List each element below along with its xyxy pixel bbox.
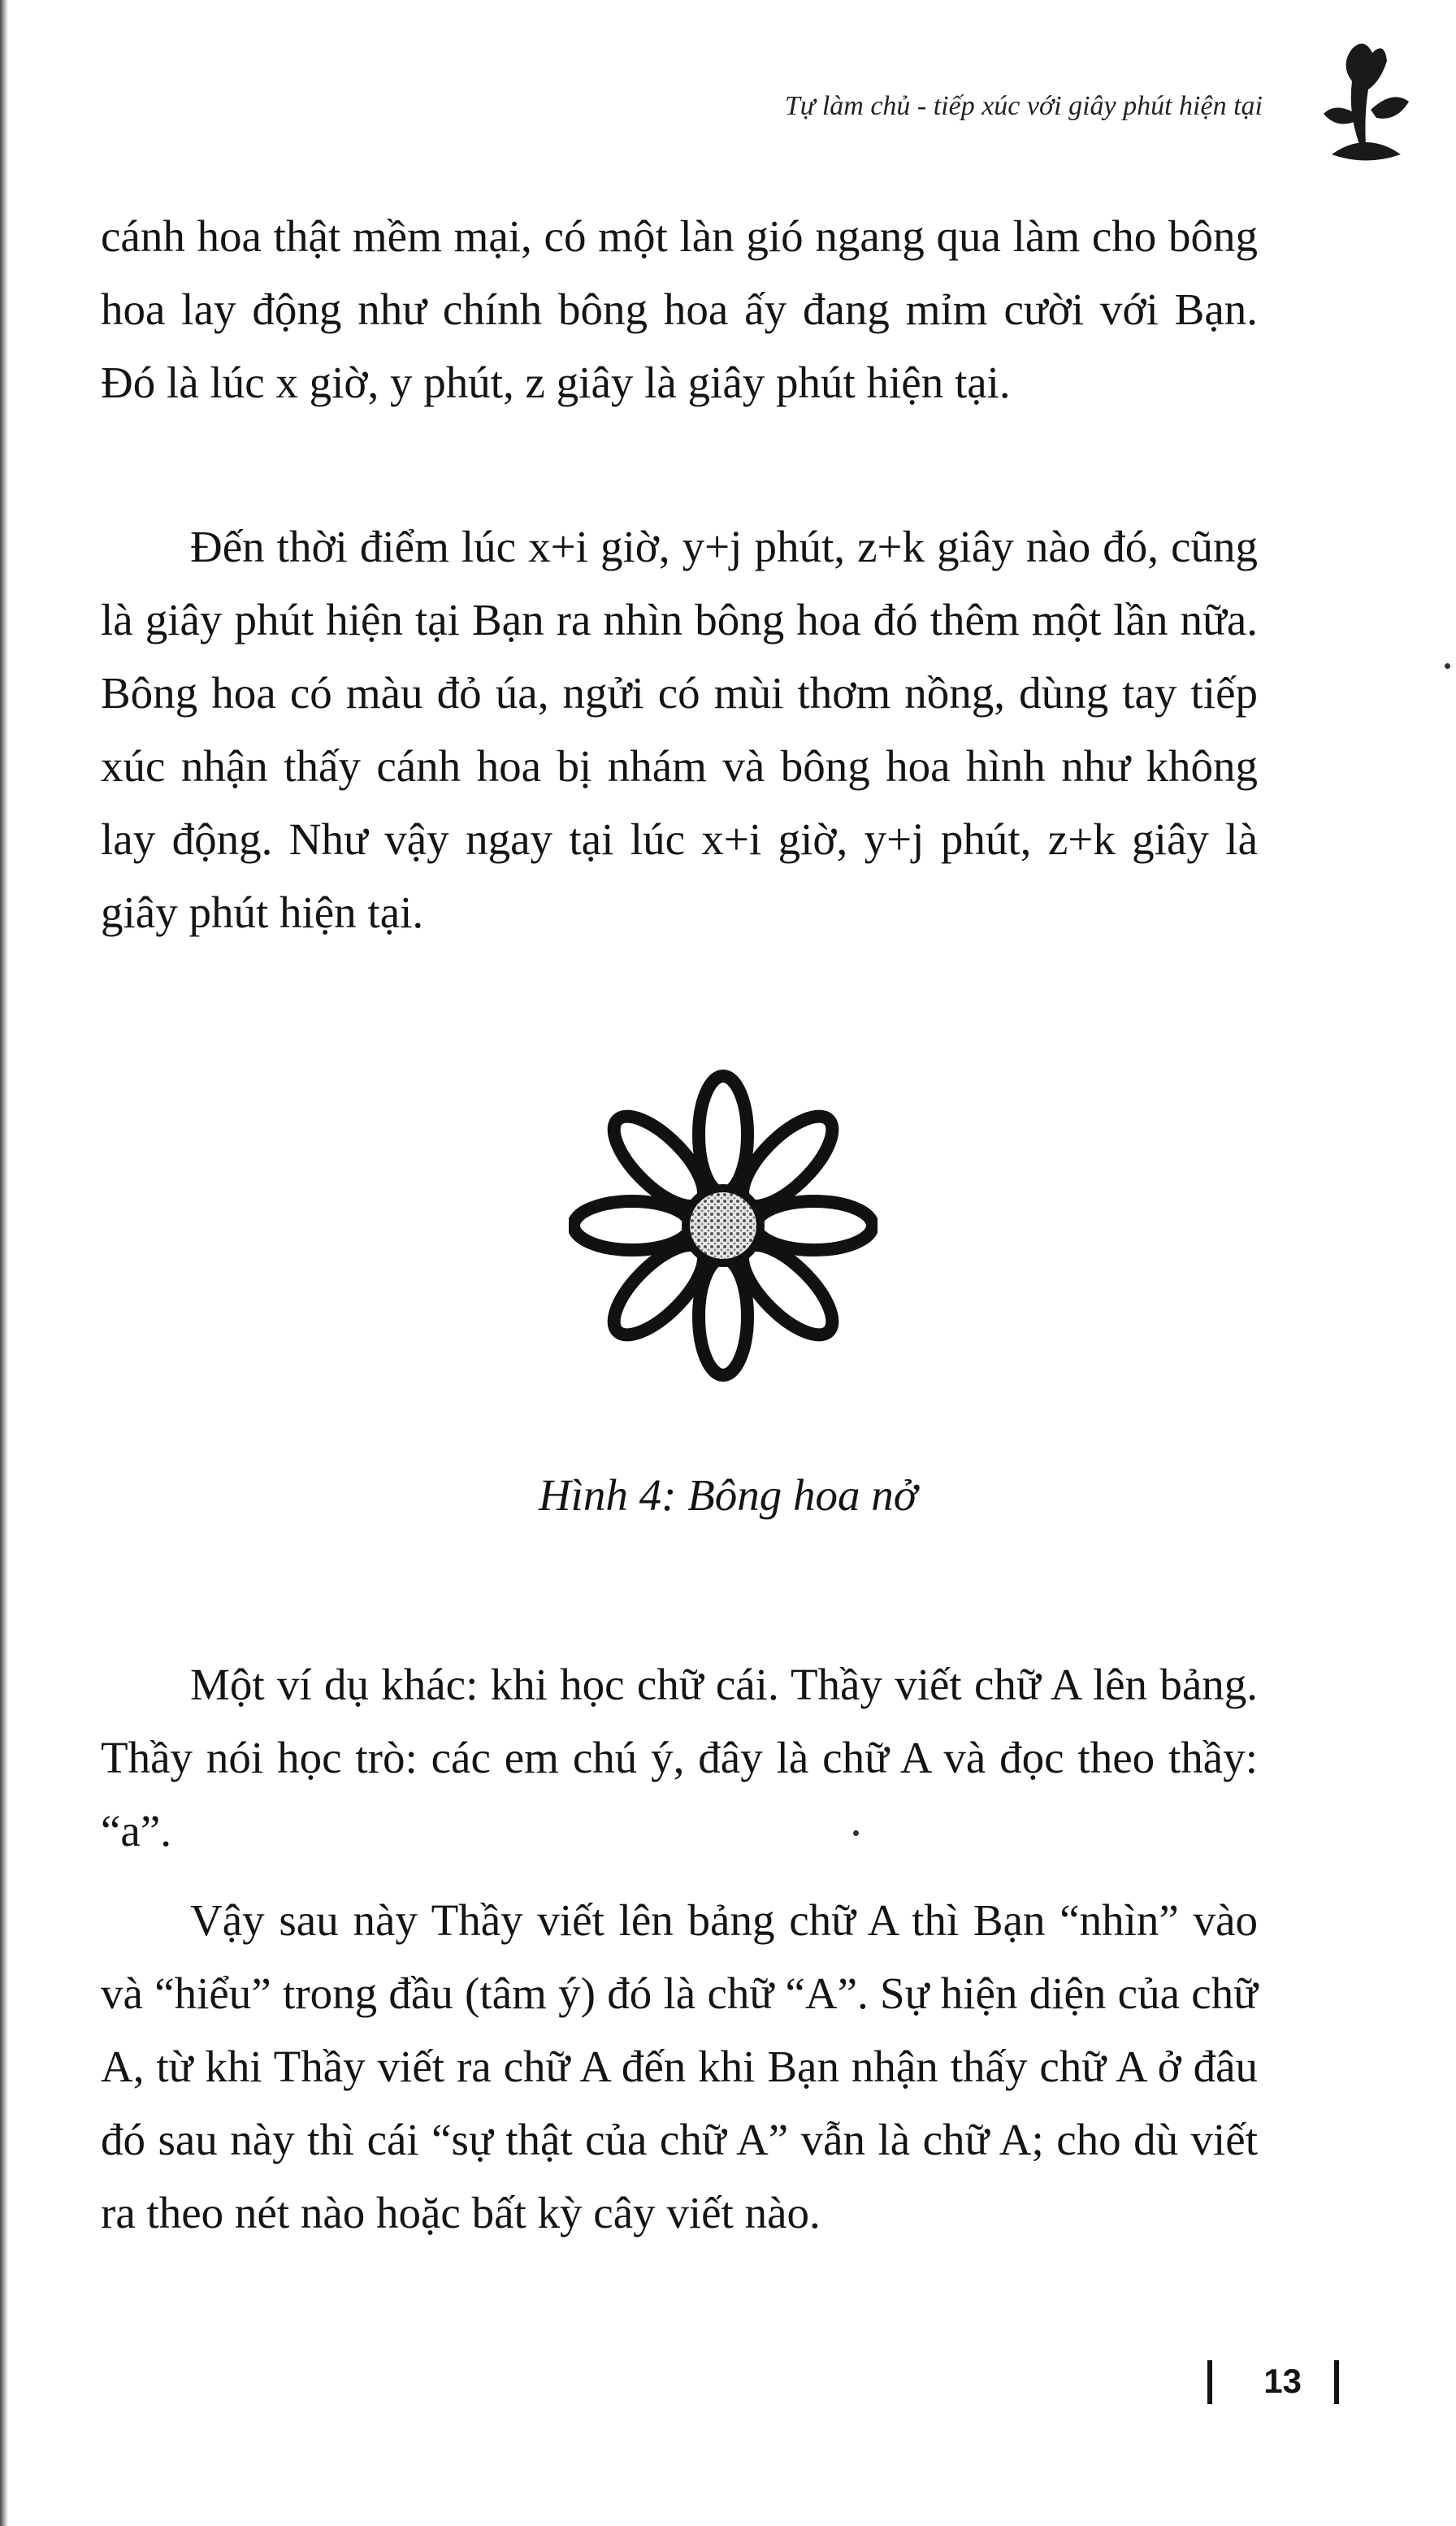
figure-caption: Hình 4: Bông hoa nở xyxy=(538,1470,918,1520)
paragraph-1-text: cánh hoa thật mềm mại, có một làn gió ngang qua làm cho bông hoa lay động như chính bông hoa ấy đang mỉm cười với Bạn. Đó là lúc x giờ, y phút, z giây là giây phút hiện tại. xyxy=(101,211,1258,407)
paragraph-4 xyxy=(101,1884,1258,2250)
speck xyxy=(853,1830,859,1836)
paragraph-3 xyxy=(101,1648,1258,1868)
lotus-ornament-icon xyxy=(1315,33,1417,167)
paragraph-2-text: Đến thời điểm lúc x+i giờ, y+j phút, z+k giây nào đó, cũng là giây phút hiện tại Bạn ra nhìn bông hoa đó thêm một lần nữa. Bông hoa có màu đỏ úa, ngửi có mùi thơm nồng, dùng tay tiếp xúc nhận thấy cánh hoa bị nhám và bông hoa hình như không lay động. Như vậy ngay tại lúc x+i giờ, y+j phút, z+k giây là giây phút hiện tại. xyxy=(101,522,1258,937)
page-number-divider-left xyxy=(1207,2360,1212,2404)
page-number: 13 xyxy=(1263,2362,1302,2400)
page-edge xyxy=(0,0,8,2526)
flower-icon xyxy=(569,1067,878,1384)
speck xyxy=(1445,663,1450,669)
paragraph-3-text: Một ví dụ khác: khi học chữ cái. Thầy viết chữ A lên bảng. Thầy nói học trò: các em chú ý, đây là chữ A và đọc theo thầy: “a”. xyxy=(101,1660,1258,1855)
page-number-divider-right xyxy=(1334,2360,1339,2404)
paragraph-1 xyxy=(101,200,1258,419)
paragraph-2 xyxy=(101,510,1258,949)
paragraph-4-text: Vậy sau này Thầy viết lên bảng chữ A thì Bạn “nhìn” vào và “hiểu” trong đầu (tâm ý) đó là chữ “A”. Sự hiện diện của chữ A, từ khi Thầy viết ra chữ A đến khi Bạn nhận thấy chữ A ở đâu đó sau này thì cái “sự thật của chữ A” vẫn là chữ A; cho dù viết ra theo nét nào hoặc bất kỳ cây viết nào. xyxy=(101,1895,1258,2237)
running-header: Tự làm chủ - tiếp xúc với giây phút hiện tại xyxy=(784,91,1263,121)
